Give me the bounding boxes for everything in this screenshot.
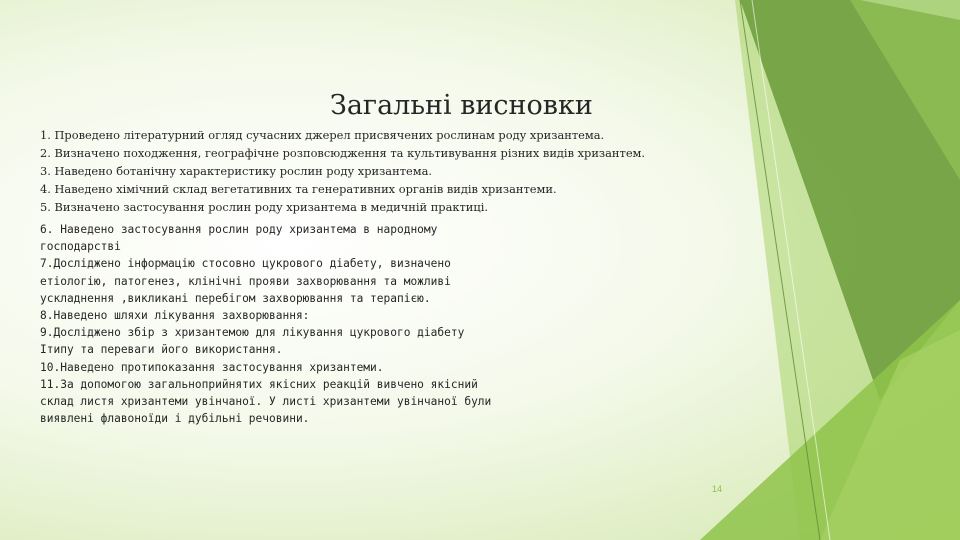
conclusion-item: 11.За допомогою загальноприйнятих якісних реакцій вивчено якісний склад листя хризантеми увінчаної. У листі хризантеми увінчаної були виявлені флавоноїди і дубільні речовини. xyxy=(40,377,492,426)
conclusions-list-part-1 xyxy=(40,126,680,216)
conclusions-list-part-2 xyxy=(40,221,510,427)
conclusion-item: 1. Проведено літературний огляд сучасних джерел присвячених рослинам роду хризантема. xyxy=(40,128,605,142)
conclusion-item: 8.Наведено шляхи лікування захворювання: xyxy=(40,309,310,323)
conclusion-item: 10.Наведено протипоказання застосування хризантеми. xyxy=(40,360,384,374)
conclusion-item: 3. Наведено ботанічну характеристику рослин роду хризантема. xyxy=(40,164,433,178)
conclusion-item: 9.Досліджено збір з хризантемою для лікування цукрового діабету Ітипу та переваги його використання. xyxy=(40,326,465,357)
slide-title: Загальні висновки xyxy=(330,90,593,121)
conclusion-item: 7.Досліджено інформацію стосовно цукрового діабету, визначено етіологію, патогенез, клінічні прояви захворювання та можливі ускладнення ,викликані перебігом захворювання та терапією. xyxy=(40,257,451,305)
conclusion-item: 2. Визначено походження, географічне розповсюдження та культивування різних видів хризантем. xyxy=(40,146,646,160)
page-number: 14 xyxy=(712,484,723,494)
conclusion-item: 4. Наведено хімічний склад вегетативних та генеративних органів видів хризантеми. xyxy=(40,182,557,196)
conclusion-item: 5. Визначено застосування рослин роду хризантема в медичній практиці. xyxy=(40,200,488,214)
conclusion-item: 6. Наведено застосування рослин роду хризантема в народному господарстві xyxy=(40,223,438,254)
